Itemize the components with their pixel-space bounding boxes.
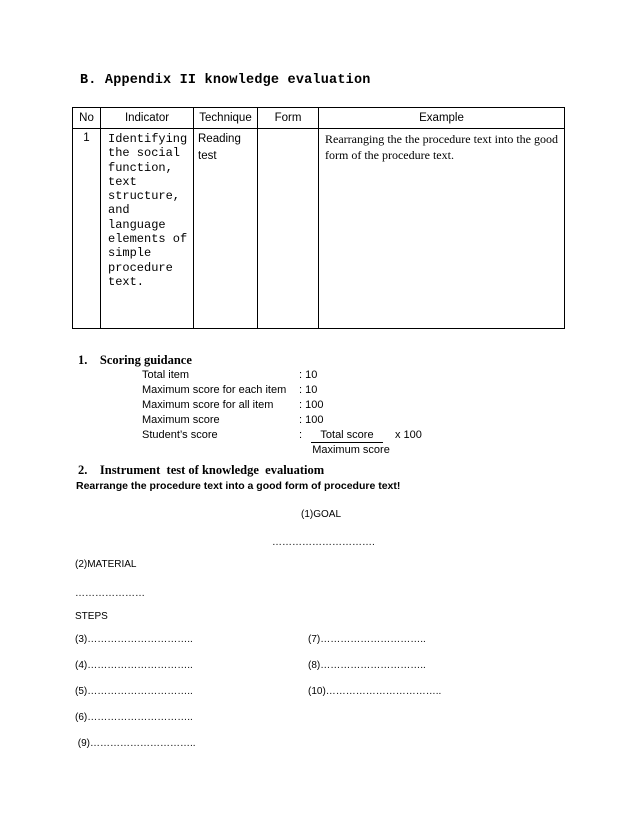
header-form: Form	[258, 108, 319, 129]
scoring-label: Maximum score	[142, 414, 220, 426]
material-blank: …………………	[75, 588, 145, 599]
scoring-label: Maximum score for all item	[142, 399, 274, 411]
cell-indicator: Identifying the social function, text structure, and language elements of simple procedure text.	[101, 129, 194, 329]
scoring-value: : 10	[299, 384, 318, 396]
step-blank: (10)……………………………..	[308, 686, 442, 697]
page-heading: B. Appendix II knowledge evaluation	[80, 73, 371, 88]
scoring-label: Maximum score for each item	[142, 384, 287, 396]
step-blank: (8)…………………………..	[308, 660, 426, 671]
formula-numerator: Total score	[311, 429, 383, 443]
scoring-row	[0, 414, 638, 428]
cell-technique: Reading test	[194, 129, 258, 329]
cell-no: 1	[73, 129, 101, 329]
scoring-value: : 100	[299, 399, 324, 411]
header-indicator: Indicator	[101, 108, 194, 129]
scoring-value: : 100	[299, 414, 324, 426]
step-blank: (3)…………………………..	[75, 634, 193, 645]
instrument-instruction: Rearrange the procedure text into a good form of procedure text!	[76, 480, 401, 492]
scoring-row	[0, 399, 638, 413]
formula-denominator: Maximum score	[312, 444, 390, 456]
evaluation-table	[72, 107, 565, 329]
header-no: No	[73, 108, 101, 129]
step-blank: (4)…………………………..	[75, 660, 193, 671]
material-label: (2)MATERIAL	[75, 559, 137, 570]
scoring-title: 1. Scoring guidance	[78, 353, 192, 367]
table-header-row	[73, 108, 565, 129]
scoring-row	[0, 369, 638, 383]
scoring-label: Total item	[142, 369, 190, 381]
goal-label: (1)GOAL	[301, 509, 342, 520]
steps-label: STEPS	[75, 611, 108, 622]
formula-multiplier: x 100	[395, 429, 422, 441]
scoring-value: : 10	[299, 369, 318, 381]
step-blank: (9)…………………………..	[75, 738, 196, 749]
cell-form	[258, 129, 319, 329]
step-blank: (7)…………………………..	[308, 634, 426, 645]
instrument-title: 2. Instrument test of knowledge evaluatiom	[78, 463, 325, 477]
step-blank: (6)…………………………..	[75, 712, 193, 723]
header-technique: Technique	[194, 108, 258, 129]
cell-example: Rearranging the the procedure text into the good form of the procedure text.	[319, 129, 565, 329]
scoring-label: Student’s score	[142, 429, 218, 441]
goal-blank: ………………………….	[272, 537, 375, 548]
scoring-value: :	[299, 429, 303, 441]
step-blank: (5)…………………………..	[75, 686, 193, 697]
scoring-row	[0, 384, 638, 398]
table-row	[73, 129, 565, 329]
header-example: Example	[319, 108, 565, 129]
